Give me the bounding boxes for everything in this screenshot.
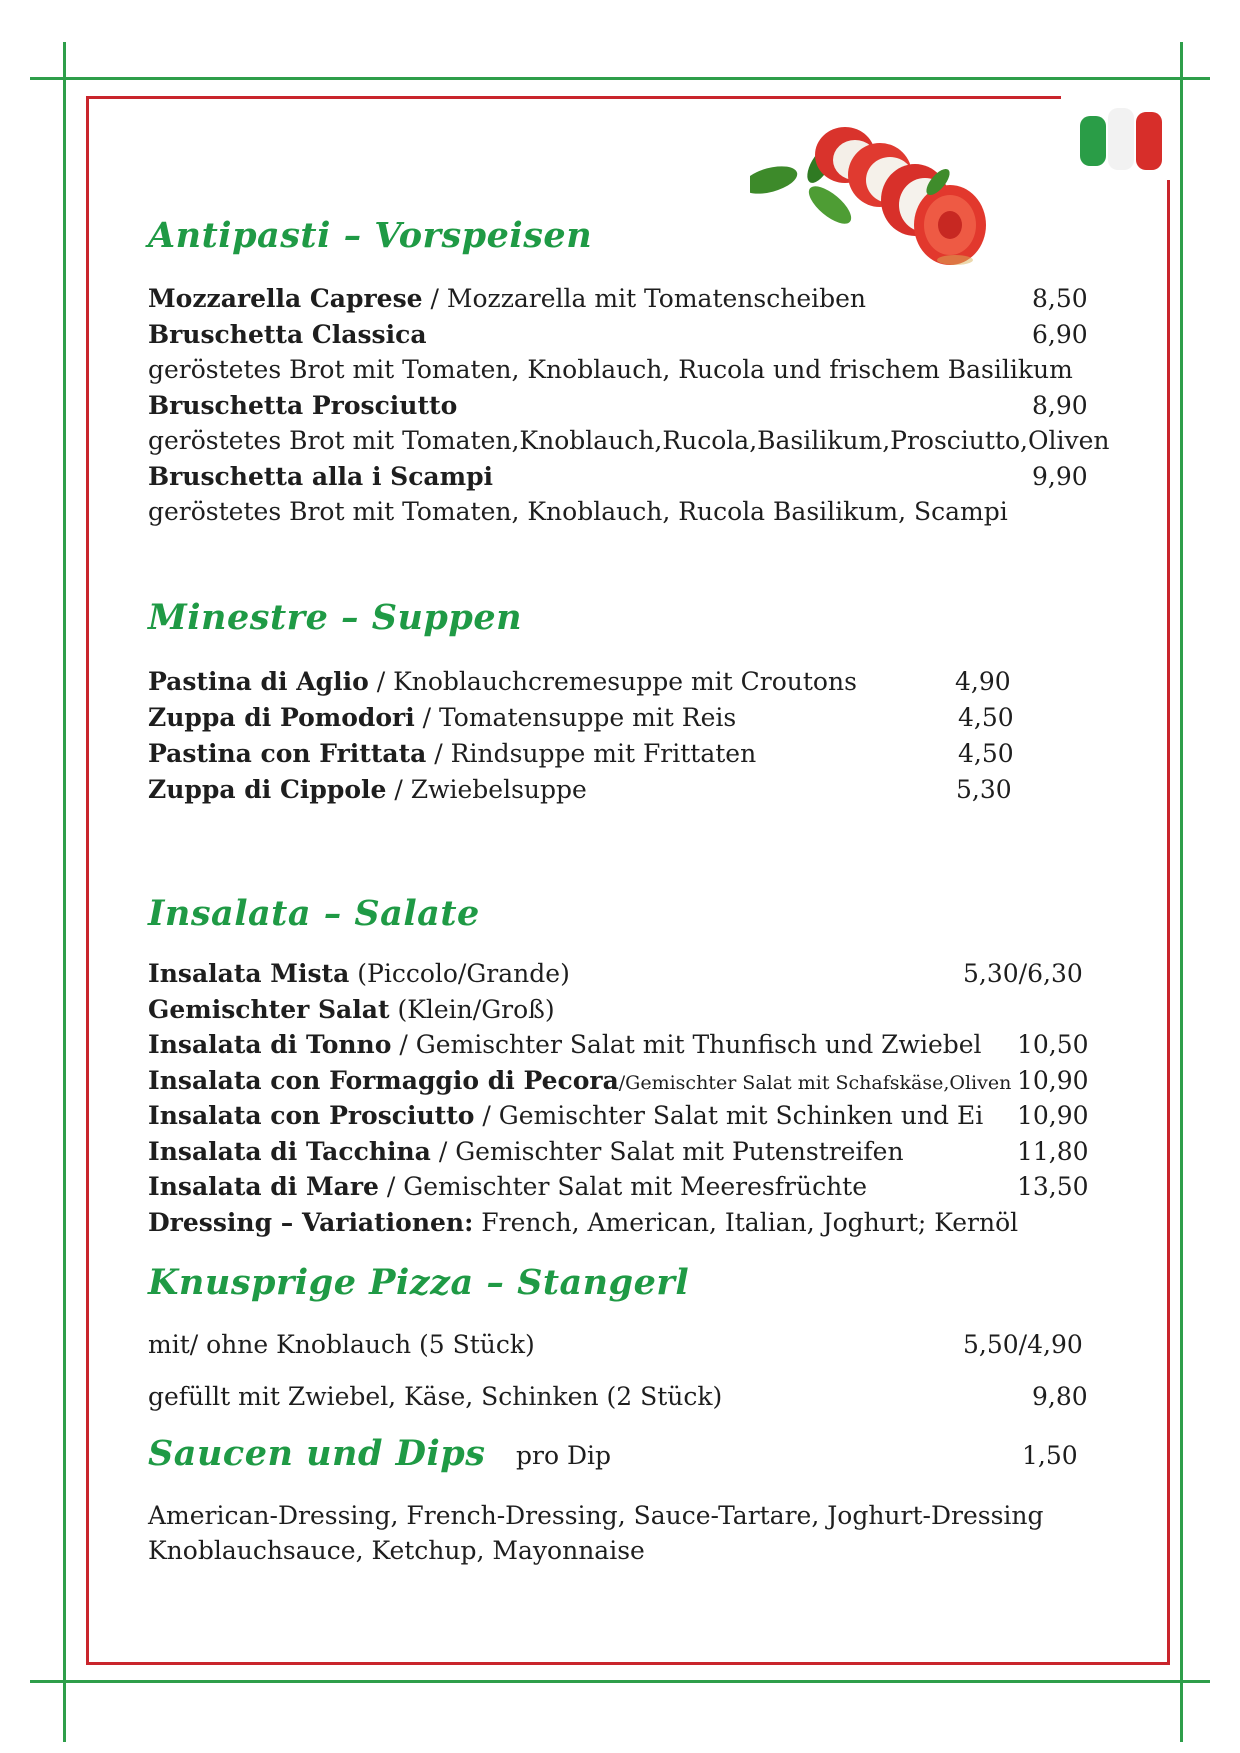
menu-item-desc: / Rindsuppe mit Frittaten xyxy=(426,739,757,768)
menu-item-desc: / Zwiebelsuppe xyxy=(386,775,587,804)
menu-item-row xyxy=(148,391,1090,427)
menu-item-row xyxy=(148,1208,1090,1244)
pizza-row xyxy=(148,1382,1090,1418)
menu-item-desc: /Gemischter Salat mit Schafskäse,Oliven xyxy=(618,1071,1012,1094)
italian-flag-icon xyxy=(1078,104,1164,176)
menu-item-name: Bruschetta Prosciutto xyxy=(148,390,458,420)
menu-item-row xyxy=(148,775,1090,811)
menu-item-name: Insalata con Prosciutto xyxy=(148,1101,475,1130)
menu-item-label xyxy=(148,1172,867,1201)
menu-item-desc: French, American, Italian, Joghurt; Kernöl xyxy=(473,1207,1019,1237)
pizza-price: 5,50/4,90 xyxy=(963,1330,1083,1359)
per-dip-label: pro Dip xyxy=(516,1441,611,1470)
caprese-tomato-image xyxy=(750,110,1000,275)
frame-top-green xyxy=(30,77,1210,80)
pizza-desc: gefüllt mit Zwiebel, Käse, Schinken (2 Stück) xyxy=(148,1382,723,1411)
menu-item-name: Dressing – Variationen: xyxy=(148,1207,474,1237)
frame-right-red xyxy=(1167,180,1170,1665)
per-dip-price: 1,50 xyxy=(1022,1441,1078,1470)
menu-item-row xyxy=(148,995,1090,1031)
menu-item-row xyxy=(148,1066,1090,1102)
menu-item-name: Pastina di Aglio xyxy=(148,667,369,696)
menu-item-name: Zuppa di Cippole xyxy=(148,775,387,804)
frame-bottom-green xyxy=(30,1680,1210,1683)
menu-item-name: Insalata di Mare xyxy=(148,1172,379,1201)
menu-item-price: 13,50 xyxy=(1017,1172,1089,1201)
menu-item-name: Insalata con Formaggio di Pecora xyxy=(148,1065,619,1095)
menu-item-desc: / Knoblauchcremesuppe mit Croutons xyxy=(368,667,857,696)
menu-item-price: 10,90 xyxy=(1017,1065,1089,1095)
menu-item-name: Zuppa di Pomodori xyxy=(148,703,415,732)
menu-item-price: 8,50 xyxy=(1032,284,1088,313)
menu-item-desc: / Mozzarella mit Tomatenscheiben xyxy=(422,284,867,313)
menu-item-price: 10,50 xyxy=(1017,1030,1089,1059)
menu-item-name: Insalata Mista xyxy=(148,959,350,988)
menu-item-price: 4,50 xyxy=(958,703,1014,732)
menu-item-desc: (Klein/Groß) xyxy=(389,994,555,1024)
pizza-desc: mit/ ohne Knoblauch (5 Stück) xyxy=(148,1330,535,1359)
menu-item-row xyxy=(148,667,1090,703)
menu-item-desc: (Piccolo/Grande) xyxy=(349,959,570,988)
menu-item-subline: geröstetes Brot mit Tomaten,Knoblauch,Rucola,Basilikum,Prosciutto,Oliven xyxy=(148,426,1110,455)
menu-item-row xyxy=(148,739,1090,775)
menu-item-price: 6,90 xyxy=(1032,319,1088,349)
menu-item-name: Insalata di Tonno xyxy=(148,1030,392,1059)
frame-top-red xyxy=(86,96,1061,99)
menu-item-label xyxy=(148,1101,983,1130)
menu-item-label xyxy=(148,320,427,349)
section-heading-insalata: Insalata – Salate xyxy=(148,893,480,934)
menu-item-desc: / Gemischter Salat mit Meeresfrüchte xyxy=(378,1172,868,1201)
menu-item-label xyxy=(148,1066,1011,1095)
menu-item-name: Pastina con Frittata xyxy=(148,739,427,768)
menu-item-price: 4,50 xyxy=(958,739,1014,768)
menu-item-label xyxy=(148,775,587,804)
menu-item-price: 10,90 xyxy=(1017,1101,1089,1130)
section-heading-pizza: Knusprige Pizza – Stangerl xyxy=(148,1262,690,1303)
pizza-row xyxy=(148,1330,1090,1366)
menu-item-name: Bruschetta alla i Scampi xyxy=(148,461,494,491)
menu-item-desc: / Tomatensuppe mit Reis xyxy=(414,703,737,732)
menu-item-label xyxy=(148,1208,1018,1237)
menu-item-row xyxy=(148,1137,1090,1173)
menu-item-label xyxy=(148,284,866,313)
menu-item-label xyxy=(148,667,857,696)
menu-item-price: 11,80 xyxy=(1017,1136,1089,1166)
section-heading-antipasti: Antipasti – Vorspeisen xyxy=(148,215,593,256)
menu-item-label xyxy=(148,739,756,768)
menu-item-price: 8,90 xyxy=(1032,390,1088,420)
menu-item-row xyxy=(148,959,1090,995)
menu-item-row xyxy=(148,320,1090,356)
menu-item-name: Insalata di Tacchina xyxy=(148,1136,431,1166)
menu-item-name: Mozzarella Caprese xyxy=(148,284,423,313)
pizza-price: 9,80 xyxy=(1032,1382,1088,1411)
frame-left-green xyxy=(63,42,66,1742)
frame-bottom-red xyxy=(86,1662,1170,1665)
section-heading-saucen: Saucen und Dips xyxy=(148,1433,486,1474)
menu-item-label xyxy=(148,1137,904,1166)
menu-item-label xyxy=(148,959,570,988)
menu-item-row xyxy=(148,462,1090,498)
menu-item-row xyxy=(148,284,1090,320)
sauce-list-line: Knoblauchsauce, Ketchup, Mayonnaise xyxy=(148,1536,645,1565)
menu-item-row xyxy=(148,1101,1090,1137)
menu-item-name: Gemischter Salat xyxy=(148,994,390,1024)
menu-item-price: 9,90 xyxy=(1032,461,1088,491)
section-heading-minestre: Minestre – Suppen xyxy=(148,597,523,638)
menu-item-subline: geröstetes Brot mit Tomaten, Knoblauch, Rucola Basilikum, Scampi xyxy=(148,497,1008,526)
menu-item-desc: / Gemischter Salat mit Putenstreifen xyxy=(430,1136,904,1166)
menu-item-label xyxy=(148,462,493,491)
sauce-list-line: American-Dressing, French-Dressing, Sauce-Tartare, Joghurt-Dressing xyxy=(148,1501,1044,1530)
menu-item-label xyxy=(148,703,736,732)
menu-item-price: 4,90 xyxy=(955,667,1011,696)
frame-right-green xyxy=(1180,42,1183,1742)
menu-item-desc: / Gemischter Salat mit Thunfisch und Zwiebel xyxy=(391,1030,982,1059)
menu-item-label xyxy=(148,1030,982,1059)
menu-item-row xyxy=(148,1030,1090,1066)
menu-item-row xyxy=(148,703,1090,739)
menu-item-price: 5,30 xyxy=(956,775,1012,804)
frame-left-red xyxy=(86,96,89,1665)
menu-item-subline: geröstetes Brot mit Tomaten, Knoblauch, Rucola und frischem Basilikum xyxy=(148,355,1073,384)
menu-item-desc: / Gemischter Salat mit Schinken und Ei xyxy=(474,1101,984,1130)
menu-item-name: Bruschetta Classica xyxy=(148,319,427,349)
menu-item-label xyxy=(148,391,457,420)
menu-item-price: 5,30/6,30 xyxy=(963,959,1083,988)
menu-item-row xyxy=(148,1172,1090,1208)
menu-item-label xyxy=(148,995,555,1024)
